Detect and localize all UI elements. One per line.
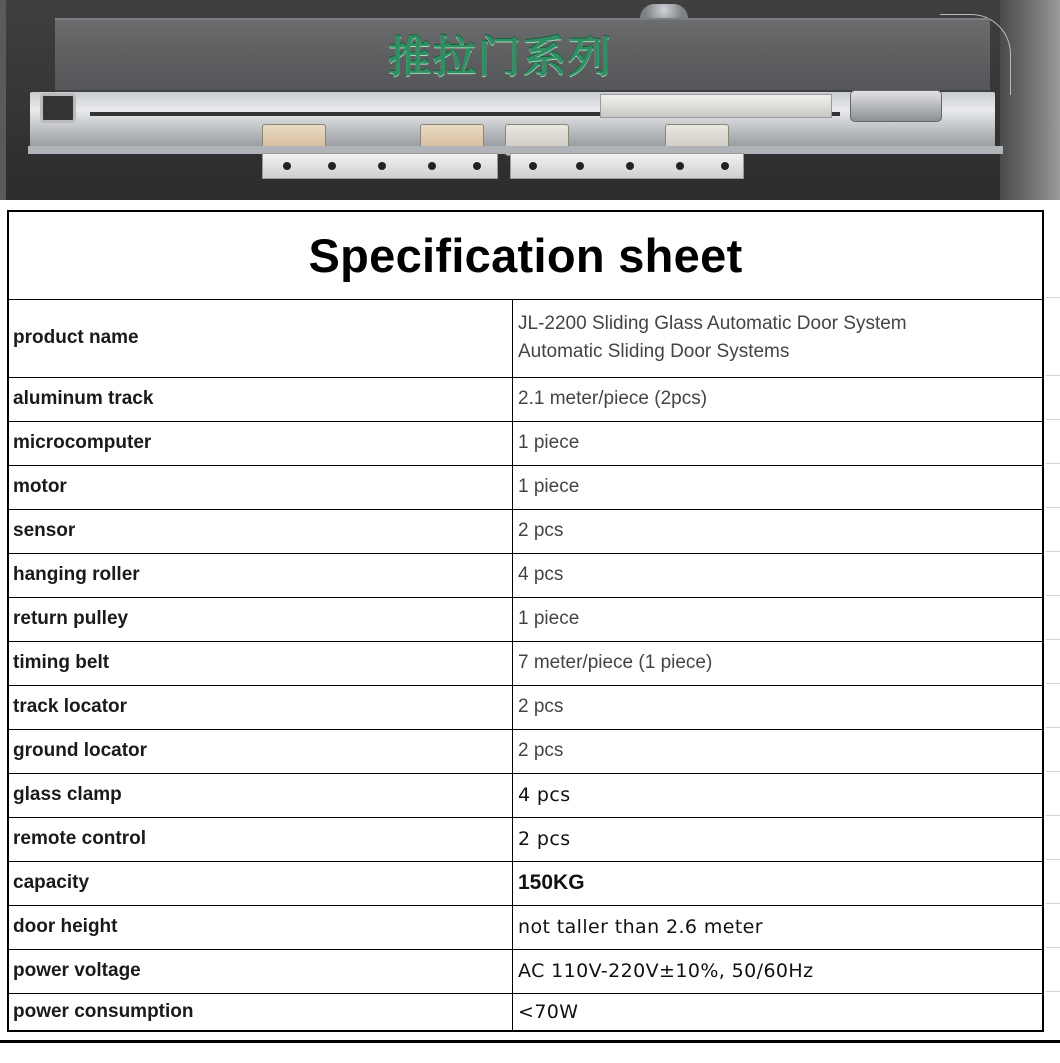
- row-value-line: JL-2200 Sliding Glass Automatic Door System: [518, 313, 907, 334]
- row-label: power consumption: [13, 1000, 194, 1022]
- brand-sign: 推拉门系列: [388, 33, 613, 83]
- motor-drawing: [850, 90, 942, 122]
- carriage-hole: [328, 162, 336, 170]
- table-row: [9, 641, 1042, 686]
- table-row: [9, 905, 1042, 950]
- row-value: 1 piece: [518, 608, 580, 629]
- row-label: motor: [13, 476, 67, 497]
- controller-box: [600, 94, 832, 118]
- carriage-hole: [283, 162, 291, 170]
- row-label: power voltage: [13, 960, 141, 981]
- row-label: return pulley: [13, 608, 129, 629]
- photo-frame-left: [0, 0, 6, 200]
- row-value: 4 pcs: [518, 564, 564, 585]
- row-value: 2.1 meter/piece (2pcs): [518, 388, 708, 409]
- product-photo: [0, 0, 1060, 200]
- carriage-hole: [576, 162, 584, 170]
- carriage-hole: [428, 162, 436, 170]
- row-label: sensor: [13, 520, 76, 541]
- table-row: [9, 553, 1042, 598]
- table-row: [9, 299, 1042, 378]
- door-carriage-right: [510, 153, 744, 179]
- row-value: 150KG: [518, 871, 585, 894]
- row-label: hanging roller: [13, 564, 140, 585]
- row-value: AC 110V-220V±10%, 50/60Hz: [518, 960, 814, 982]
- table-row: [9, 817, 1042, 862]
- table-row: [9, 993, 1042, 1030]
- row-label: product name: [13, 327, 139, 348]
- carriage-hole: [676, 162, 684, 170]
- row-value-line: Automatic Sliding Door Systems: [518, 341, 790, 362]
- table-row: [9, 685, 1042, 730]
- title-row: [9, 212, 1042, 300]
- table-row: [9, 465, 1042, 510]
- carriage-hole: [626, 162, 634, 170]
- row-value: 2 pcs: [518, 740, 564, 761]
- row-label: microcomputer: [13, 432, 152, 453]
- specification-table: [7, 210, 1044, 1032]
- row-value: 7 meter/piece (1 piece): [518, 652, 713, 673]
- table-row: [9, 377, 1042, 422]
- row-value: 2 pcs: [518, 828, 571, 850]
- sheet-title: Specification sheet: [308, 229, 743, 282]
- row-label: glass clamp: [13, 784, 122, 805]
- carriage-hole: [529, 162, 537, 170]
- row-label: track locator: [13, 696, 128, 717]
- row-value: <70W: [518, 1000, 579, 1023]
- row-value: 4 pcs: [518, 784, 571, 806]
- row-label: capacity: [13, 872, 90, 893]
- table-row: [9, 509, 1042, 554]
- carriage-hole: [378, 162, 386, 170]
- table-row: [9, 861, 1042, 906]
- row-value: 1 piece: [518, 476, 580, 497]
- row-label: remote control: [13, 828, 147, 849]
- row-value: [518, 299, 1038, 377]
- row-value: 2 pcs: [518, 696, 564, 717]
- carriage-hole: [473, 162, 481, 170]
- carriage-hole: [721, 162, 729, 170]
- sheet-gutter: [1046, 200, 1060, 1045]
- table-row: [9, 949, 1042, 994]
- row-value: 2 pcs: [518, 520, 564, 541]
- photo-frame-right: [1000, 0, 1060, 200]
- row-label: door height: [13, 916, 118, 937]
- table-row: [9, 729, 1042, 774]
- row-value: 1 piece: [518, 432, 580, 453]
- table-row: [9, 773, 1042, 818]
- row-label: aluminum track: [13, 388, 154, 409]
- row-label: timing belt: [13, 652, 110, 673]
- row-value: not taller than 2.6 meter: [518, 916, 763, 938]
- table-row: [9, 597, 1042, 642]
- row-label: ground locator: [13, 740, 148, 761]
- table-row: [9, 421, 1042, 466]
- return-pulley-drawing: [40, 93, 76, 123]
- door-carriage-left: [262, 153, 498, 179]
